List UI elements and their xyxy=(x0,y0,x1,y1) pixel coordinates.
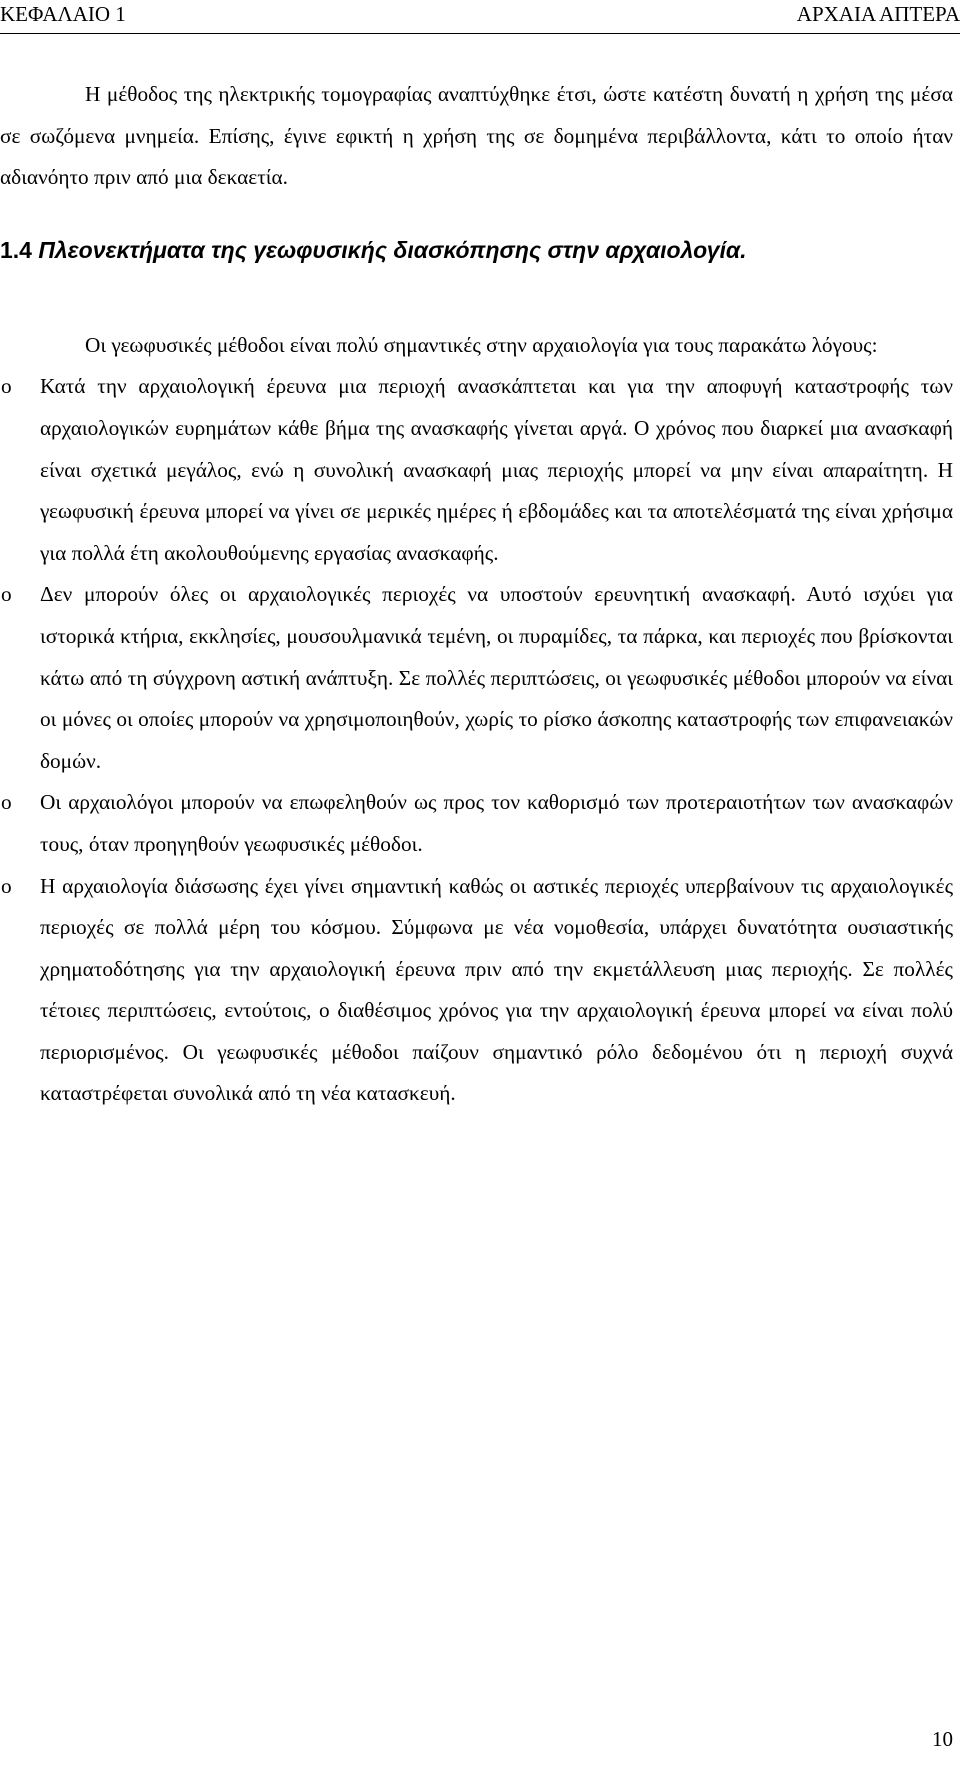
page-header xyxy=(0,0,960,34)
bullet-marker: o xyxy=(1,790,12,815)
list-item xyxy=(0,366,953,574)
list-item-text: Η αρχαιολογία διάσωσης έχει γίνει σημαντική καθώς οι αστικές περιοχές υπερβαίνουν τις αρχαιολογικές περιοχές σε πολλά μέρη του κόσμου. Σύμφωνα με νέα νομοθεσία, υπάρχει δυνατότητα ουσιαστικής χρηματοδότησης για την αρχαιολογική έρευνα πριν από την εκμετάλλευση μιας περιοχής. Σε πολλές τέτοιες περιπτώσεις, εντούτοις, ο διαθέσιμος χρόνος για την αρχαιολογική έρευνα μπορεί να είναι πολύ περιορισμένος. Οι γεωφυσικές μέθοδοι παίζουν σημαντικό ρόλο δεδομένου ότι η περιοχή συχνά καταστρέφεται συνολικά από τη νέα κατασκευή. xyxy=(40,873,953,1106)
list-item-text: Δεν μπορούν όλες οι αρχαιολογικές περιοχές να υποστούν ερευνητική ανασκαφή. Αυτό ισχύει για ιστορικά κτήρια, εκκλησίες, μουσουλμανικά τεμένη, οι πυραμίδες, τα πάρκα, και περιοχές που βρίσκονται κάτω από τη σύγχρονη αστική ανάπτυξη. Σε πολλές περιπτώσεις, οι γεωφυσικές μέθοδοι μπορούν να είναι οι μόνες οι οποίες μπορούν να χρησιμοποιηθούν, χωρίς το ρίσκο άσκοπης καταστροφής των επιφανειακών δομών. xyxy=(40,582,953,773)
section-number: 1.4 xyxy=(0,236,32,263)
page-number: 10 xyxy=(932,1727,953,1751)
intro-paragraph: Η μέθοδος της ηλεκτρικής τομογραφίας αναπτύχθηκε έτσι, ώστε κατέστη δυνατή η χρήση της μέσα σε σωζόμενα μνημεία. Επίσης, έγινε εφικτή η χρήση της σε δομημένα περιβάλλοντα, κάτι το οποίο ήταν αδιανόητο πριν από μια δεκαετία. xyxy=(0,82,953,190)
bullet-marker: o xyxy=(1,873,12,898)
bullet-list xyxy=(0,366,953,1115)
header-title: ΑΡΧΑΙΑ ΑΠΤΕΡΑ xyxy=(796,2,960,26)
list-item xyxy=(0,782,953,865)
section-heading xyxy=(0,229,953,271)
page-body xyxy=(0,74,953,1115)
bullet-marker: o xyxy=(1,582,12,607)
lead-paragraph: Οι γεωφυσικές μέθοδοι είναι πολύ σημαντικές στην αρχαιολογία για τους παρακάτω λόγους: xyxy=(85,332,878,357)
list-item xyxy=(0,574,953,782)
section-title: Πλεονεκτήματα της γεωφυσικής διασκόπησης στην αρχαιολογία. xyxy=(38,236,747,263)
list-item-text: Κατά την αρχαιολογική έρευνα μια περιοχή ανασκάπτεται και για την αποφυγή καταστροφής των αρχαιολογικών ευρημάτων κάθε βήμα της ανασκαφής γίνεται αργά. Ο χρόνος που διαρκεί μια ανασκαφή είναι σχετικά μεγάλος, ενώ η συνολική ανασκαφή μιας περιοχής μπορεί να μην είναι απαραίτητη. Η γεωφυσική έρευνα μπορεί να γίνει σε μερικές ημέρες ή εβδομάδες και τα αποτελέσματά της είναι χρήσιμα για πολλά έτη ακολουθούμενης εργασίας ανασκαφής. xyxy=(40,374,953,565)
header-chapter: ΚΕΦΑΛΑΙΟ 1 xyxy=(0,2,126,26)
list-item xyxy=(0,866,953,1116)
bullet-marker: o xyxy=(1,374,12,399)
list-item-text: Οι αρχαιολόγοι μπορούν να επωφεληθούν ως προς τον καθορισμό των προτεραιοτήτων των ανασκαφών τους, όταν προηγηθούν γεωφυσικές μέθοδοι. xyxy=(40,790,953,856)
